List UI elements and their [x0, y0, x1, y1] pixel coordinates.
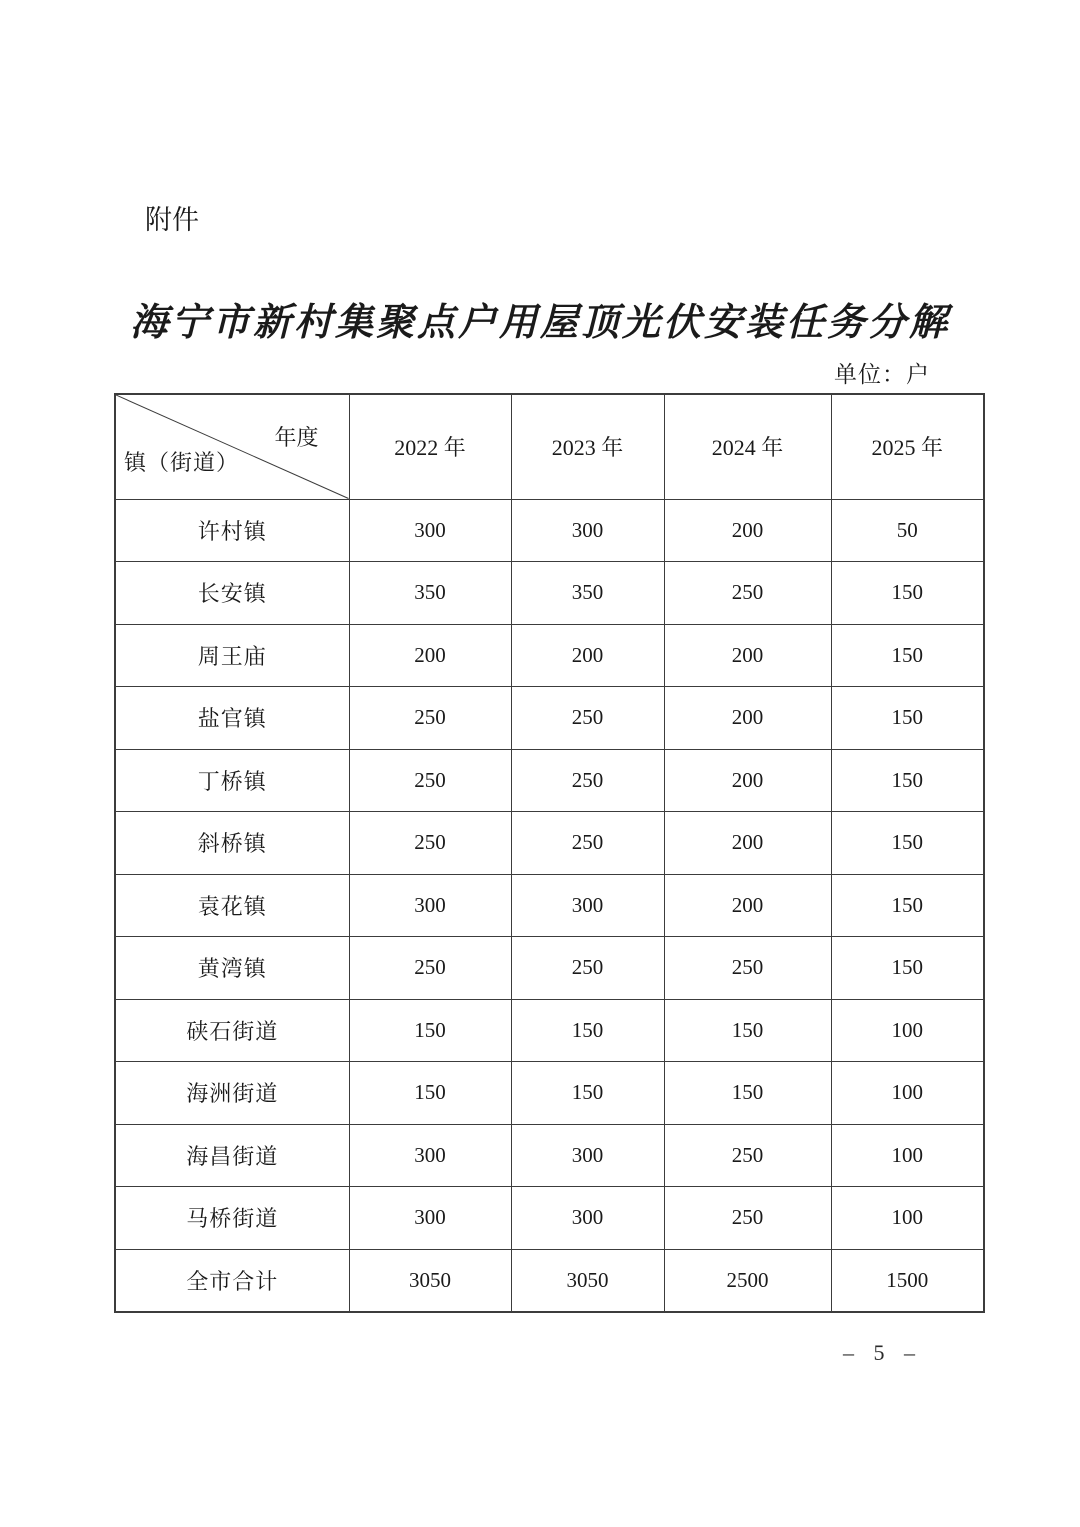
cell-value: 250 — [349, 937, 511, 1000]
table-row — [115, 749, 984, 812]
table-row — [115, 624, 984, 687]
row-label: 盐官镇 — [115, 687, 349, 750]
cell-value: 2500 — [664, 1249, 831, 1312]
cell-value: 250 — [349, 749, 511, 812]
cell-value: 300 — [349, 499, 511, 562]
header-row — [115, 394, 984, 499]
row-label: 硖石街道 — [115, 999, 349, 1062]
cell-value: 300 — [349, 874, 511, 937]
cell-value: 150 — [664, 999, 831, 1062]
row-label: 许村镇 — [115, 499, 349, 562]
table-row — [115, 1124, 984, 1187]
cell-value: 100 — [831, 1124, 984, 1187]
cell-value: 300 — [349, 1187, 511, 1250]
cell-value: 200 — [664, 624, 831, 687]
table-row — [115, 687, 984, 750]
cell-value: 200 — [664, 499, 831, 562]
table-row — [115, 874, 984, 937]
corner-year-label: 年度 — [274, 425, 319, 450]
cell-value: 250 — [664, 937, 831, 1000]
cell-value: 250 — [511, 812, 664, 875]
cell-value: 250 — [664, 1187, 831, 1250]
cell-value: 300 — [511, 1124, 664, 1187]
attachment-label: 附件 — [145, 205, 199, 235]
cell-value: 250 — [511, 687, 664, 750]
table-row — [115, 999, 984, 1062]
cell-value: 200 — [664, 687, 831, 750]
cell-value: 150 — [831, 562, 984, 625]
table-total-row — [115, 1249, 984, 1312]
cell-value: 150 — [831, 624, 984, 687]
cell-value: 150 — [831, 687, 984, 750]
corner-town-label: 镇（街道） — [124, 449, 240, 475]
task-table — [114, 393, 985, 1313]
cell-value: 150 — [349, 999, 511, 1062]
row-label: 海昌街道 — [115, 1124, 349, 1187]
cell-value: 150 — [831, 874, 984, 937]
table-row — [115, 1062, 984, 1125]
cell-value: 150 — [511, 1062, 664, 1125]
cell-value: 200 — [349, 624, 511, 687]
cell-value: 250 — [664, 562, 831, 625]
cell-value: 200 — [664, 812, 831, 875]
cell-value: 300 — [511, 499, 664, 562]
cell-value: 3050 — [349, 1249, 511, 1312]
unit-note: 单位：户 — [834, 362, 930, 387]
cell-value: 150 — [349, 1062, 511, 1125]
row-label: 周王庙 — [115, 624, 349, 687]
row-label: 丁桥镇 — [115, 749, 349, 812]
year-header-2024: 2024 年 — [664, 394, 831, 499]
cell-value: 150 — [831, 749, 984, 812]
table-row — [115, 562, 984, 625]
year-header-2023: 2023 年 — [511, 394, 664, 499]
table-header — [115, 394, 984, 499]
cell-value: 350 — [511, 562, 664, 625]
table-body — [115, 499, 984, 1312]
row-label: 斜桥镇 — [115, 812, 349, 875]
table-row — [115, 812, 984, 875]
cell-value: 150 — [831, 937, 984, 1000]
row-label: 长安镇 — [115, 562, 349, 625]
page-number: – 5 – — [843, 1340, 922, 1365]
cell-value: 300 — [349, 1124, 511, 1187]
table-row — [115, 937, 984, 1000]
cell-value: 250 — [511, 749, 664, 812]
row-label: 黄湾镇 — [115, 937, 349, 1000]
cell-value: 150 — [664, 1062, 831, 1125]
cell-value: 350 — [349, 562, 511, 625]
table-row — [115, 499, 984, 562]
cell-value: 150 — [831, 812, 984, 875]
cell-value: 100 — [831, 1062, 984, 1125]
cell-value: 200 — [664, 874, 831, 937]
year-header-2022: 2022 年 — [349, 394, 511, 499]
cell-value: 200 — [664, 749, 831, 812]
row-label: 马桥街道 — [115, 1187, 349, 1250]
cell-value: 250 — [349, 812, 511, 875]
cell-value: 300 — [511, 1187, 664, 1250]
corner-header-cell — [115, 394, 349, 499]
row-label: 袁花镇 — [115, 874, 349, 937]
row-label: 全市合计 — [115, 1249, 349, 1312]
cell-value: 1500 — [831, 1249, 984, 1312]
row-label: 海洲街道 — [115, 1062, 349, 1125]
cell-value: 250 — [664, 1124, 831, 1187]
cell-value: 250 — [511, 937, 664, 1000]
cell-value: 250 — [349, 687, 511, 750]
cell-value: 3050 — [511, 1249, 664, 1312]
document-title: 海宁市新村集聚点户用屋顶光伏安装任务分解 — [129, 299, 950, 344]
cell-value: 100 — [831, 1187, 984, 1250]
cell-value: 200 — [511, 624, 664, 687]
cell-value: 50 — [831, 499, 984, 562]
cell-value: 150 — [511, 999, 664, 1062]
year-header-2025: 2025 年 — [831, 394, 984, 499]
cell-value: 300 — [511, 874, 664, 937]
table-row — [115, 1187, 984, 1250]
cell-value: 100 — [831, 999, 984, 1062]
